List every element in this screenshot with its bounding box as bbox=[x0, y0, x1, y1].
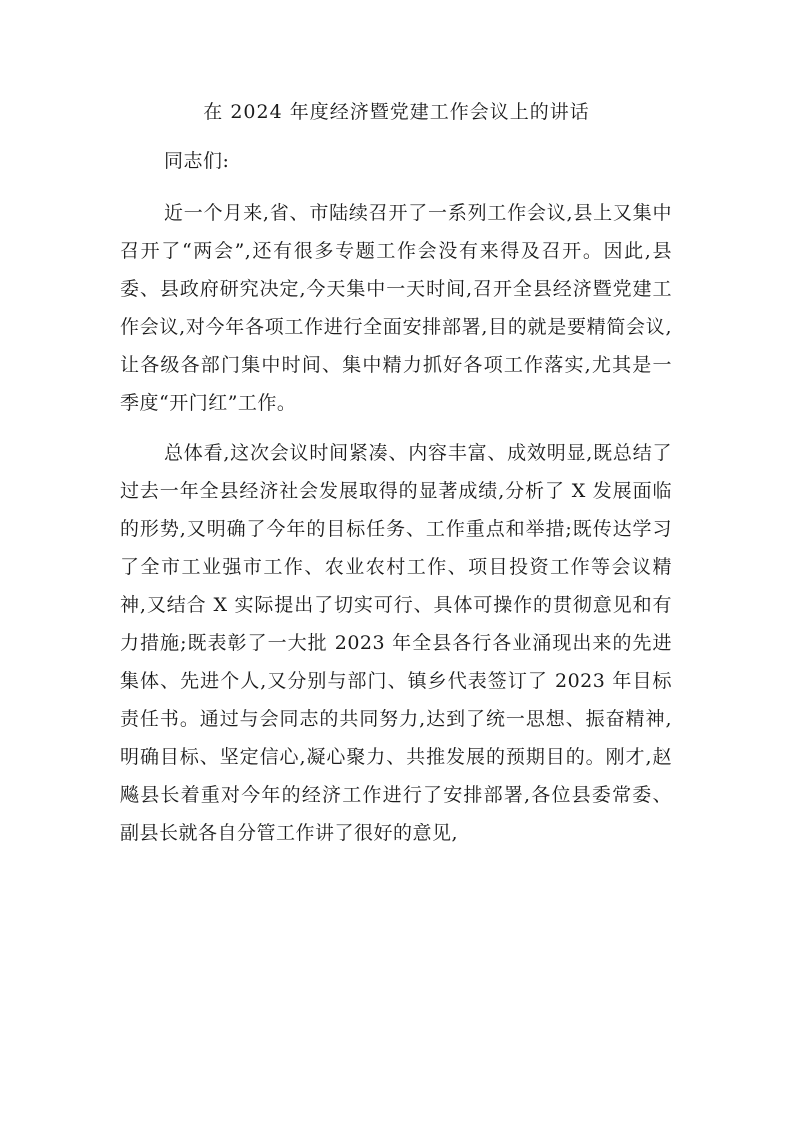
speech-title: 在 2024 年度经济暨党建工作会议上的讲话 bbox=[203, 101, 590, 123]
speech-body bbox=[120, 142, 672, 852]
paragraph-summary: 总体看,这次会议时间紧凑、内容丰富、成效明显,既总结了过去一年全县经济社会发展取得的显著成绩,分析了 X 发展面临的形势,又明确了今年的目标任务、工作重点和举措;既传达学习了全市工业强市工作、农业农村工作、项目投资工作等会议精神,又结合 X 实际提出了切实可行、具体可操作的贯彻意见和有力措施;既表彰了一大批 2023 年全县各行各业涌现出来的先进集体、先进个人,又分别与部门、镇乡代表签订了 2023 年目标责任书。通过与会同志的共同努力,达到了统一思想、振奋精神,明确目标、坚定信心,凝心聚力、共推发展的预期目的。刚才,赵飚县长着重对今年的经济工作进行了安排部署,各位县委常委、副县长就各自分管工作讲了很好的意见, bbox=[120, 442, 672, 844]
greeting: 同志们: bbox=[164, 150, 230, 172]
paragraph-opening: 近一个月来,省、市陆续召开了一系列工作会议,县上又集中召开了“两会”,还有很多专题工作会没有来得及召开。因此,县委、县政府研究决定,今天集中一天时间,召开全县经济暨党建工作会议,对今年各项工作进行全面安排部署,目的就是要精简会议,让各级各部门集中时间、集中精力抓好各项工作落实,尤其是一季度“开门红”工作。 bbox=[120, 202, 672, 414]
